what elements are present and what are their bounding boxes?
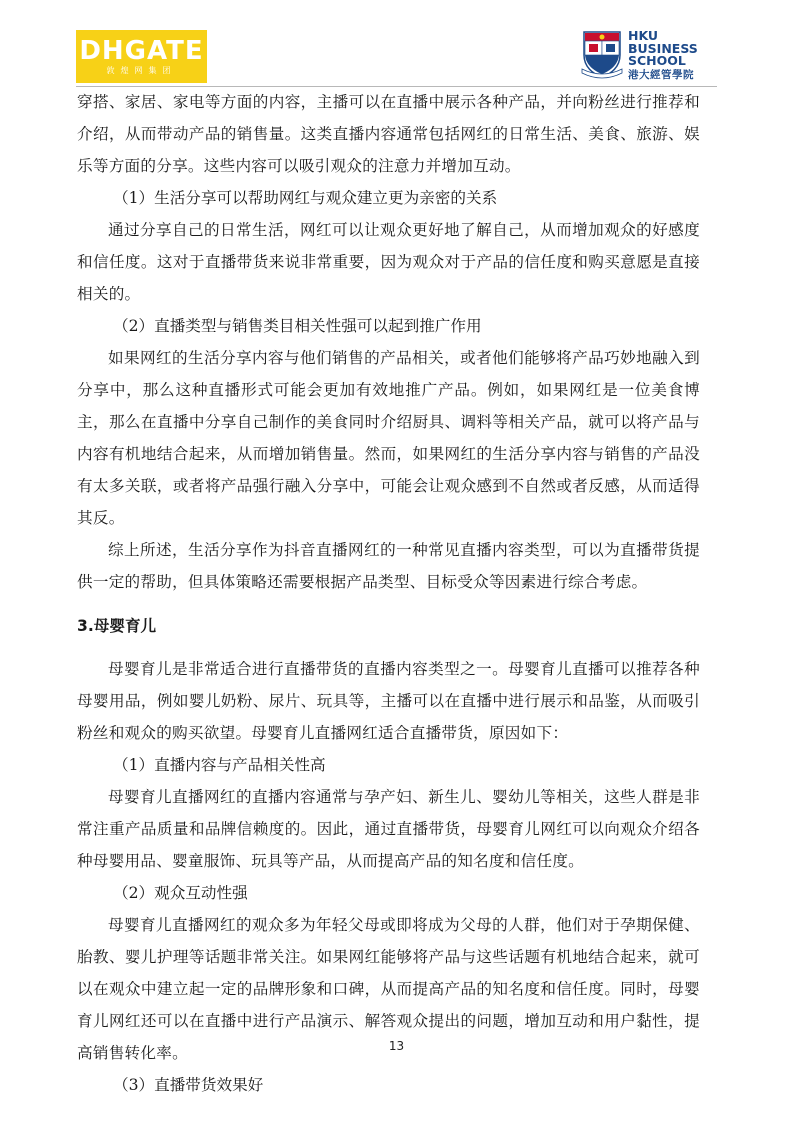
hku-crest-icon xyxy=(580,29,624,79)
page-number: 13 xyxy=(388,1039,405,1053)
hku-line-4: 港大經管學院 xyxy=(628,68,694,81)
subheading-3: （1）直播内容与产品相关性高 xyxy=(113,756,326,774)
hku-line-2: BUSINESS xyxy=(628,40,698,56)
paragraph-6: 母婴育儿直播网红的直播内容通常与孕产妇、新生儿、婴幼儿等相关，这些人群是非常注重产品质量和品牌信赖度的。因此，通过直播带货，母婴育儿网红可以向观众介绍各种母婴用品、婴童服饰、玩具等产品，从而提高产品的知名度和信任度。 xyxy=(77,788,700,870)
paragraph-2: 通过分享自己的日常生活，网红可以让观众更好地了解自己，从而增加观众的好感度和信任度。这对于直播带货来说非常重要，因为观众对于产品的信任度和购买意愿是直接相关的。 xyxy=(77,221,700,303)
hku-line-3: SCHOOL xyxy=(628,53,686,68)
paragraph-3: 如果网红的生活分享内容与他们销售的产品相关，或者他们能够将产品巧妙地融入到分享中，那么这种直播形式可能会更加有效地推广产品。例如，如果网红是一位美食博主，那么在直播中分享自己制作的美食同时介绍厨具、调料等相关产品，就可以将产品与内容有机地结合起来，从而增加销售量。然而，如果网红的生活分享内容与销售的产品没有太多关联，或者将产品强行融入分享中，可能会让观众感到不自然或者反感，从而适得其反。 xyxy=(77,349,700,527)
paragraph-7: 母婴育儿直播网红的观众多为年轻父母或即将成为父母的人群，他们对于孕期保健、胎教、婴儿护理等话题非常关注。如果网红能够将产品与这些话题有机地结合起来，就可以在观众中建立起一定的品牌形象和口碑，从而提高产品的知名度和信任度。同时，母婴育儿网红还可以在直播中进行产品演示、解答观众提出的问题，增加互动和用户黏性，提高销售转化率。 xyxy=(77,916,700,1062)
section-heading: 3.母婴育儿 xyxy=(77,617,157,635)
subheading-4: （2）观众互动性强 xyxy=(113,884,248,902)
paragraph-5: 母婴育儿是非常适合进行直播带货的直播内容类型之一。母婴育儿直播可以推荐各种母婴用品，例如婴儿奶粉、尿片、玩具等，主播可以在直播中进行展示和品鉴，从而吸引粉丝和观众的购买欲望。母婴育儿直播网红适合直播带货，原因如下： xyxy=(77,660,700,742)
dhgate-wordmark: DHGATE xyxy=(79,36,204,66)
paragraph-1: 穿搭、家居、家电等方面的内容，主播可以在直播中展示各种产品，并向粉丝进行推荐和介绍，从而带动产品的销售量。这类直播内容通常包括网红的日常生活、美食、旅游、娱乐等方面的分享。这些内容可以吸引观众的注意力并增加互动。 xyxy=(77,93,700,175)
paragraph-4: 综上所述，生活分享作为抖音直播网红的一种常见直播内容类型，可以为直播带货提供一定的帮助，但具体策略还需要根据产品类型、目标受众等因素进行综合考虑。 xyxy=(77,541,700,591)
page-header xyxy=(0,0,793,90)
hku-business-school-logo xyxy=(628,30,728,81)
document-body xyxy=(77,86,700,1101)
subheading-5: （3）直播带货效果好 xyxy=(113,1076,264,1094)
dhgate-logo xyxy=(76,30,207,83)
hku-line-1: HKU xyxy=(628,28,659,43)
dhgate-subtitle: 敦煌网集团 xyxy=(106,66,177,75)
subheading-1: （1）生活分享可以帮助网红与观众建立更为亲密的关系 xyxy=(113,189,498,207)
subheading-2: （2）直播类型与销售类目相关性强可以起到推广作用 xyxy=(113,317,482,335)
